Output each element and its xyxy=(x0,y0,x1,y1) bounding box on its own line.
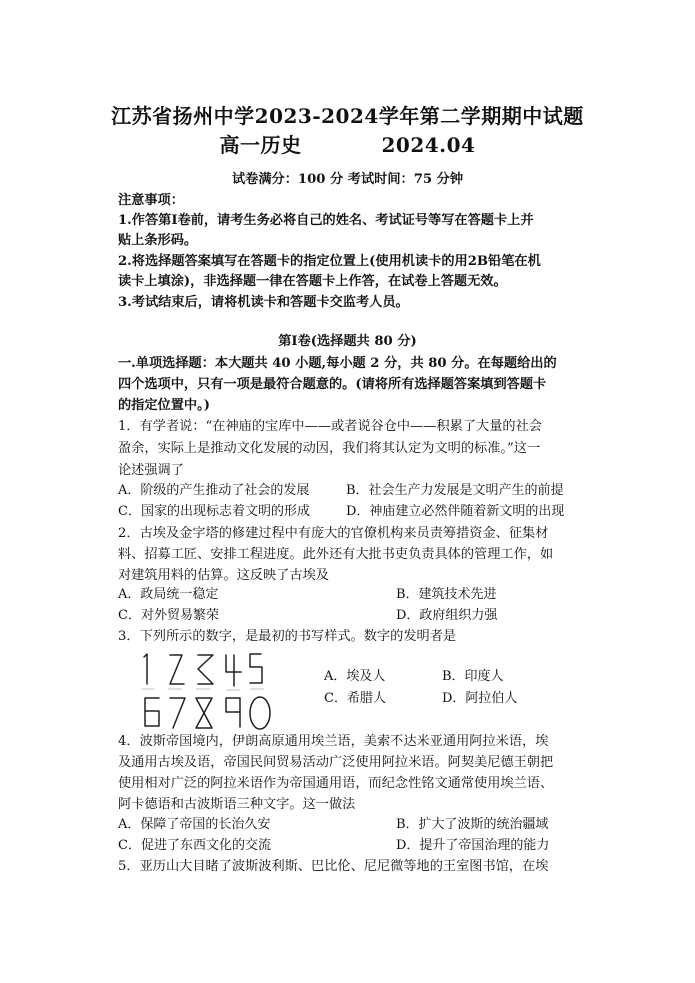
q4-option-b: B．扩大了波斯的统治疆域 xyxy=(396,817,549,832)
notice-heading: 注意事项： xyxy=(118,193,184,208)
q5-stem: 5．亚历山大目睹了波斯波利斯、巴比伦、尼尼微等地的王室图书馆，在埃 xyxy=(118,859,549,874)
q3-stem: 3．下列所示的数字，是最初的书写样式。数字的发明者是 xyxy=(118,629,457,644)
q1-option-d: D．神庙建立必然伴随着新文明的出现 xyxy=(346,504,565,519)
q4-stem: 阿卡德语和古波斯语三种文字。这一做法 xyxy=(118,797,356,812)
exam-date: 2024.04 xyxy=(381,133,476,157)
q2-stem: 2．古埃及金字塔的修建过程中有庞大的官僚机构来员责筹措资金、征集材 xyxy=(118,526,549,541)
q3-option-c: C．希腊人 xyxy=(324,691,386,706)
exam-title: 江苏省扬州中学2023-2024学年第二学期期中试题 xyxy=(111,104,584,128)
section-instruction: 一.单项选择题：本大题共 40 小题,每小题 2 分，共 80 分。在每题给出的 xyxy=(118,356,557,371)
q4-stem: 及通用古埃及语，帝国民间贸易活动广泛使用阿拉米语。阿契美尼德王朝把 xyxy=(118,755,554,770)
q4-option-a: A．保障了帝国的长治久安 xyxy=(118,817,271,832)
section-title: 第Ⅰ卷(选择题共 80 分) xyxy=(278,334,417,349)
q4-option-c: C．促进了东西文化的交流 xyxy=(118,838,271,853)
q1-option-c: C．国家的出现标志着文明的形成 xyxy=(118,504,310,519)
q3-option-d: D．阿拉伯人 xyxy=(442,691,518,706)
section-instruction: 的指定位置中。) xyxy=(118,398,210,413)
q1-stem: 论述强调了 xyxy=(118,463,184,478)
notice-line: 贴上条形码。 xyxy=(118,233,198,248)
subject: 高一历史 xyxy=(219,133,302,157)
q1-option-b: B．社会生产力发展是文明产生的前提 xyxy=(346,483,564,498)
notice-line: 2.将选择题答案填写在答题卡的指定位置上(使用机读卡的用2B铅笔在机 xyxy=(118,254,541,269)
notice-line: 读卡上填涂)，非选择题一律在答题卡上作答，在试卷上答题无效。 xyxy=(118,274,507,289)
early-numerals-figure xyxy=(140,650,275,732)
section-instruction: 四个选项中，只有一项是最符合题意的。(请将所有选择题答案填到答题卡 xyxy=(118,377,547,392)
notice-line: 1.作答第Ⅰ卷前，请考生务必将自己的姓名、考试证号等写在答题卡上并 xyxy=(118,213,534,228)
q4-stem: 4．波斯帝国境内，伊朗高原通用埃兰语，美索不达米亚通用阿拉米语，埃 xyxy=(118,734,549,749)
q1-stem: 盈余，实际上是推动文化发展的动因，我们将其认定为文明的标准。”这一 xyxy=(118,441,541,456)
notice-line: 3.考试结束后，请将机读卡和答题卡交监考人员。 xyxy=(118,295,409,310)
q2-option-b: B．建筑技术先进 xyxy=(396,587,497,602)
q2-stem: 对建筑用料的估算。这反映了古埃及 xyxy=(118,568,329,583)
q1-stem: 1．有学者说：“在神庙的宝库中——或者说谷仓中——积累了大量的社会 xyxy=(118,419,542,434)
score-time: 试卷满分：100 分 考试时间：75 分钟 xyxy=(231,172,464,187)
q2-stem: 料、招募工匠、安排工程进度。此外还有大批书吏负责具体的管理工作，如 xyxy=(118,547,554,562)
q2-option-c: C．对外贸易繁荣 xyxy=(118,608,219,623)
q1-option-a: A．阶级的产生推动了社会的发展 xyxy=(118,483,310,498)
q3-option-b: B．印度人 xyxy=(442,669,504,684)
subject-line xyxy=(0,129,695,158)
q2-option-a: A．政局统一稳定 xyxy=(118,587,219,602)
q4-option-d: D．提升了帝国治理的能力 xyxy=(396,838,550,853)
q2-option-d: D．政府组织力强 xyxy=(396,608,498,623)
q4-stem: 使用相对广泛的阿拉米语作为帝国通用语，而纪念性铭文通常使用埃兰语、 xyxy=(118,776,554,791)
q3-option-a: A．埃及人 xyxy=(324,669,386,684)
